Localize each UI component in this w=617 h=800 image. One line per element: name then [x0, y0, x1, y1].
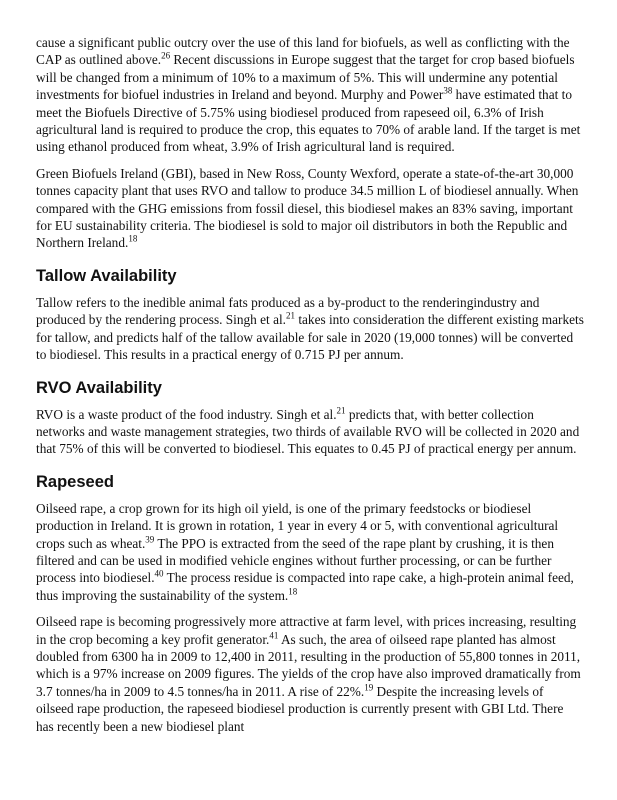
reference-40: 40 — [154, 568, 164, 579]
reference-21: 21 — [336, 405, 346, 416]
reference-26: 26 — [161, 50, 171, 61]
reference-38: 38 — [443, 85, 453, 96]
reference-18: 18 — [128, 234, 138, 245]
reference-21: 21 — [286, 310, 295, 321]
paragraph-gbi: Green Biofuels Ireland (GBI), based in New Ross, County Wexford, operate a state-of-the-art 30,000 tonnes capacity plant that uses RVO and tallow to produce 34.5 million L of biodiesel annually. When compared with the GHG emissions from fossil diesel, this biodiesel makes an 83% saving, important for EU sustainability criteria. The biodiesel is sold to major oil distributors in both the Republic and Northern Ireland.$^{18}$ — [36, 165, 579, 251]
reference-39: 39 — [145, 534, 155, 545]
heading-tallow-availability: Tallow Availability — [36, 266, 177, 285]
document-page — [36, 34, 584, 744]
reference-19: 19 — [364, 682, 374, 693]
reference-18: 18 — [288, 586, 298, 597]
paragraph-tallow: Tallow refers to the inedible animal fats produced as a by-product to the renderingindustry and produced by the rendering process. Singh et al.$^{21}$ takes into consideration the different existing markets for tallow, and predicts half of the tallow available for sale in 2020 (19,000 tonnes) will be converted to biodiesel. This results in a practical energy of 0.715 PJ per annum. — [36, 294, 584, 363]
reference-41: 41 — [269, 630, 279, 641]
paragraph-rvo: RVO is a waste product of the food industry. Singh et al.$^{21}$ predicts that, with better collection networks and waste management strategies, two thirds of available RVO will be collected in 2020 and that 75% of this will be converted to biodiesel. This equates to 0.45 PJ of practical energy per annum. — [36, 405, 580, 457]
heading-rapeseed: Rapeseed — [36, 472, 114, 491]
heading-rvo-availability: RVO Availability — [36, 378, 162, 397]
paragraph-rapeseed-crop: Oilseed rape, a crop grown for its high oil yield, is one of the primary feedstocks or biodiesel production in Ireland. It is grown in rotation, 1 year in every 4 or 5, with conventional agricultural crops such as wheat.$^{39}$ The PPO is extracted from the seed of the rape plant by crushing, it is then filtered and can be used in modified vehicle engines without further processing, or can be further process into biodiesel.$^{40}$ The process residue is compacted into rape cake, a high-protein animal feed, thus improving the sustainability of the system.$^{18}$ — [36, 500, 574, 603]
paragraph-land-use: cause a significant public outcry over the use of this land for biofuels, as well as conflicting with the CAP as outlined above.$^{26}$ Recent discussions in Europe suggest that the target for crop based biofuels will be changed from a minimum of 10% to a maximum of 5%. This will undermine any potential investments for biofuel industries in Ireland and beyond. Murphy and Power$^{38}$ have estimated that to meet the Biofuels Directive of 5.75% using biodiesel produced from rapeseed oil, 6.3% of Irish agricultural land is required to produce the crop, this equates to 70% of arable land. If the target is met using ethanol produced from wheat, 3.9% of Irish agricultural land is required. — [36, 35, 581, 155]
paragraph-rapeseed-market: Oilseed rape is becoming progressively more attractive at farm level, with prices increasing, resulting in the crop becoming a key profit generator.$^{41}$ As such, the area of oilseed rape planted has almost doubled from 6300 ha in 2009 to 12,400 in 2011, resulting in the production of 55,800 tonnes in 2011, which is a 97% increase on 2009 figures. The yields of the crop have also improved dramatically from 3.7 tonnes/ha in 2009 to 4.5 tonnes/ha in 2011. A rise of 22%.$^{19}$ Despite the increasing levels of oilseed rape production, the rapeseed biodiesel production is currently present with GBI Ltd. There has recently been a new biodiesel plant — [36, 614, 581, 734]
